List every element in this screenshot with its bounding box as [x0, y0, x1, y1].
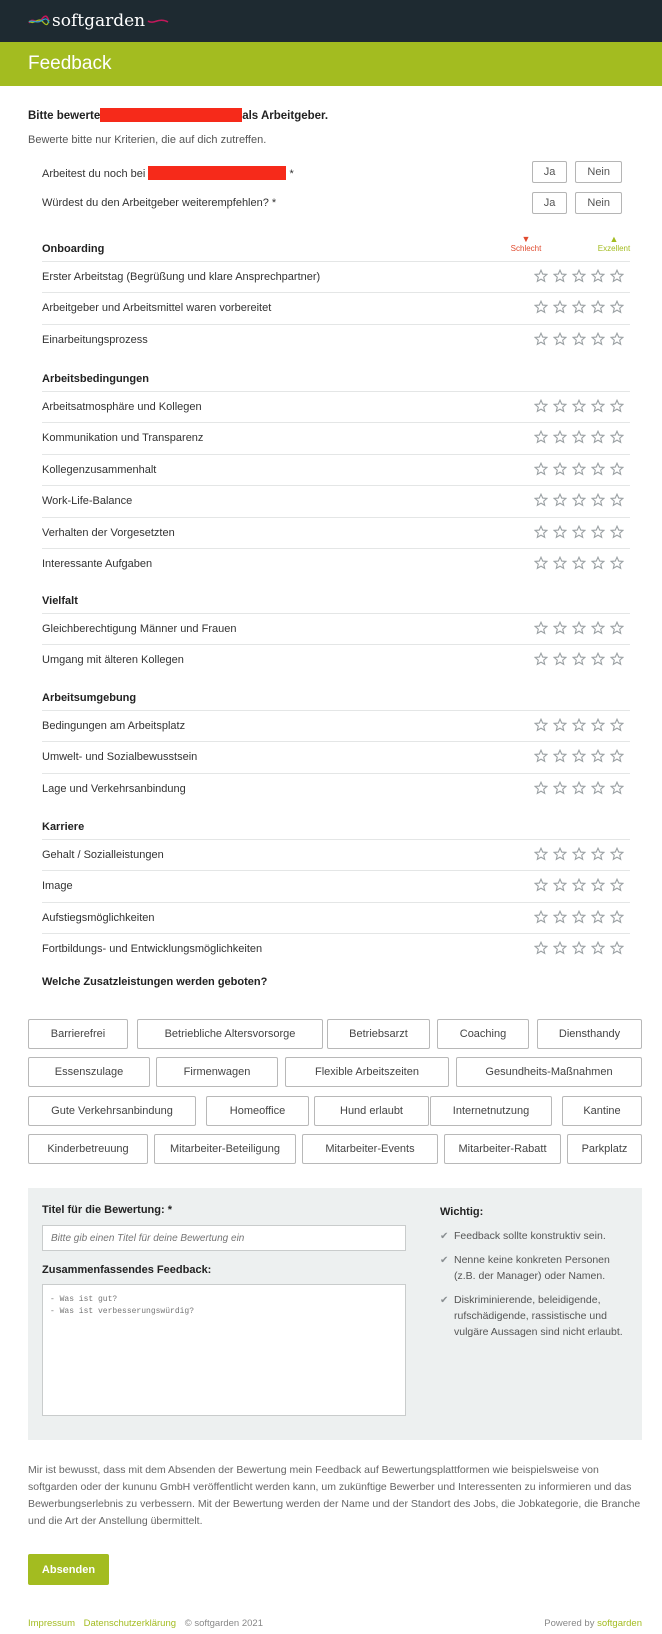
- rating-row: [42, 485, 630, 516]
- star-icon[interactable]: [610, 300, 624, 314]
- guideline-item: [440, 1292, 630, 1340]
- star-icon[interactable]: [553, 781, 567, 795]
- rating-criterion-label: Interessante Aufgaben: [42, 558, 153, 570]
- rating-criterion-label: Verhalten der Vorgesetzten: [42, 526, 175, 539]
- star-icon[interactable]: [591, 556, 605, 570]
- star-icon[interactable]: [534, 847, 548, 861]
- star-icon[interactable]: [553, 941, 567, 955]
- star-icon[interactable]: [610, 910, 624, 924]
- checkmark-icon: ✔: [440, 1255, 449, 1266]
- title-label: Titel für die Bewertung: *: [42, 1204, 172, 1216]
- section-title: Arbeitsbedingungen: [42, 373, 149, 385]
- rating-row: [42, 517, 630, 548]
- star-icon[interactable]: [591, 525, 605, 539]
- softgarden-link[interactable]: softgarden: [597, 1618, 642, 1629]
- scale-good-label: Exzellent: [597, 244, 631, 253]
- logo-text: softgarden: [52, 11, 146, 31]
- star-icon[interactable]: [610, 941, 624, 955]
- star-icon[interactable]: [534, 462, 548, 476]
- star-icon[interactable]: [553, 878, 567, 892]
- star-icon[interactable]: [572, 525, 586, 539]
- star-rating: [534, 300, 624, 314]
- star-icon[interactable]: [553, 269, 567, 283]
- benefit-tag[interactable]: Gute Verkehrsanbindung: [28, 1096, 196, 1126]
- star-rating: [534, 621, 624, 635]
- review-title-input[interactable]: [42, 1225, 406, 1251]
- star-icon[interactable]: [591, 749, 605, 763]
- star-icon[interactable]: [572, 300, 586, 314]
- guidelines-title: Wichtig:: [440, 1206, 484, 1218]
- intro-suffix: als Arbeitgeber.: [242, 110, 329, 122]
- star-rating: [534, 941, 624, 955]
- benefit-tag[interactable]: Flexible Arbeitszeiten: [285, 1057, 449, 1087]
- recommend-yes-button[interactable]: Ja: [532, 192, 568, 214]
- benefit-tag[interactable]: Internetnutzung: [430, 1096, 552, 1126]
- intro-heading: [28, 108, 328, 122]
- star-rating: [534, 652, 624, 666]
- benefit-tag[interactable]: Firmenwagen: [156, 1057, 278, 1087]
- still-working-options: [532, 161, 622, 183]
- benefit-tag[interactable]: Homeoffice: [206, 1096, 309, 1126]
- logo-swoosh-left-icon: [28, 14, 50, 28]
- star-rating: [534, 749, 624, 763]
- star-icon[interactable]: [610, 781, 624, 795]
- star-icon[interactable]: [610, 556, 624, 570]
- rating-row: [42, 548, 630, 579]
- star-icon[interactable]: [591, 621, 605, 635]
- star-icon[interactable]: [534, 332, 548, 346]
- star-icon[interactable]: [591, 430, 605, 444]
- guideline-item: [440, 1252, 630, 1284]
- redacted-employer-name: [100, 108, 242, 122]
- benefit-tag[interactable]: Mitarbeiter-Events: [302, 1134, 438, 1164]
- star-icon[interactable]: [591, 652, 605, 666]
- star-icon[interactable]: [572, 910, 586, 924]
- impressum-link[interactable]: Impressum: [28, 1618, 75, 1629]
- rating-row: [42, 324, 630, 355]
- rating-criterion-label: Lage und Verkehrsanbindung: [42, 782, 186, 795]
- star-icon[interactable]: [572, 781, 586, 795]
- star-rating: [534, 556, 624, 570]
- star-icon[interactable]: [610, 621, 624, 635]
- rating-row: [42, 839, 630, 870]
- rating-scale-legend: [506, 234, 634, 258]
- benefit-tag[interactable]: Diensthandy: [537, 1019, 642, 1049]
- star-icon[interactable]: [553, 332, 567, 346]
- star-icon[interactable]: [534, 493, 548, 507]
- privacy-link[interactable]: Datenschutzerklärung: [83, 1618, 177, 1629]
- star-icon[interactable]: [610, 462, 624, 476]
- star-icon[interactable]: [591, 493, 605, 507]
- star-icon[interactable]: [591, 269, 605, 283]
- star-icon[interactable]: [610, 430, 624, 444]
- star-icon[interactable]: [591, 300, 605, 314]
- section-title: Arbeitsumgebung: [42, 692, 137, 704]
- star-icon[interactable]: [534, 556, 548, 570]
- star-icon[interactable]: [553, 493, 567, 507]
- star-icon[interactable]: [534, 878, 548, 892]
- rating-row: [42, 454, 630, 485]
- rating-criterion-label: Kollegenzusammenhalt: [42, 463, 157, 476]
- rating-criterion-label: Kommunikation und Transparenz: [42, 432, 204, 445]
- star-icon[interactable]: [553, 847, 567, 861]
- benefit-tag[interactable]: Mitarbeiter-Beteiligung: [154, 1134, 296, 1164]
- guideline-item: [440, 1228, 630, 1244]
- benefit-tag[interactable]: Gesundheits-Maßnahmen: [456, 1057, 642, 1087]
- star-icon[interactable]: [591, 847, 605, 861]
- rating-criterion-label: Aufstiegsmöglichkeiten: [42, 911, 155, 924]
- benefits-title: Welche Zusatzleistungen werden geboten?: [42, 976, 268, 988]
- star-icon[interactable]: [591, 910, 605, 924]
- section-title: Onboarding: [42, 243, 105, 255]
- review-form-panel: [28, 1188, 642, 1440]
- star-icon[interactable]: [572, 332, 586, 346]
- rating-criterion-label: Umgang mit älteren Kollegen: [42, 654, 184, 667]
- section-title: Vielfalt: [42, 595, 78, 607]
- checkmark-icon: ✔: [440, 1231, 449, 1242]
- rating-criterion-label: Gehalt / Sozialleistungen: [42, 849, 164, 861]
- star-icon[interactable]: [553, 430, 567, 444]
- copyright-text: © softgarden 2021: [184, 1618, 263, 1629]
- required-marker: *: [286, 168, 294, 180]
- recommend-no-button[interactable]: Nein: [575, 192, 622, 214]
- star-icon[interactable]: [610, 493, 624, 507]
- star-icon[interactable]: [534, 269, 548, 283]
- benefit-tag[interactable]: Barrierefrei: [28, 1019, 128, 1049]
- star-icon[interactable]: [591, 399, 605, 413]
- star-icon[interactable]: [572, 878, 586, 892]
- footer: [28, 1618, 642, 1629]
- rating-criterion-label: Gleichberechtigung Männer und Frauen: [42, 623, 237, 635]
- star-icon[interactable]: [572, 462, 586, 476]
- star-icon[interactable]: [553, 399, 567, 413]
- benefit-tag[interactable]: Mitarbeiter-Rabatt: [444, 1134, 561, 1164]
- star-icon[interactable]: [591, 332, 605, 346]
- star-rating: [534, 718, 624, 732]
- scale-bad-label: Schlecht: [510, 244, 542, 253]
- star-icon[interactable]: [591, 941, 605, 955]
- star-icon[interactable]: [553, 718, 567, 732]
- recommend-label: Würdest du den Arbeitgeber weiterempfehlen? *: [42, 197, 277, 209]
- rating-row: [42, 391, 630, 422]
- intro-prefix: Bitte bewerte: [28, 110, 101, 122]
- scale-good: [594, 234, 634, 253]
- rating-criterion-label: Work-Life-Balance: [42, 495, 133, 508]
- star-icon[interactable]: [553, 910, 567, 924]
- page-banner: [0, 42, 662, 86]
- star-icon[interactable]: [572, 430, 586, 444]
- star-icon[interactable]: [610, 847, 624, 861]
- star-icon[interactable]: [572, 399, 586, 413]
- benefit-tag[interactable]: Essenszulage: [28, 1057, 150, 1087]
- still-working-question: [42, 161, 622, 183]
- star-icon[interactable]: [534, 941, 548, 955]
- star-icon[interactable]: [572, 652, 586, 666]
- rating-criterion-label: Erster Arbeitstag (Begrüßung und klare Ansprechpartner): [42, 271, 321, 283]
- rating-criterion-label: Umwelt- und Sozialbewusstsein: [42, 751, 198, 764]
- star-icon[interactable]: [591, 878, 605, 892]
- star-icon[interactable]: [534, 430, 548, 444]
- star-rating: [534, 399, 624, 413]
- softgarden-logo[interactable]: [28, 8, 169, 34]
- rating-criterion-label: Einarbeitungsprozess: [42, 333, 148, 346]
- star-icon[interactable]: [553, 556, 567, 570]
- star-icon[interactable]: [534, 300, 548, 314]
- guideline-text: Nenne keine konkreten Personen (z.B. der Manager) oder Namen.: [454, 1254, 610, 1282]
- benefit-tag[interactable]: Parkplatz: [567, 1134, 642, 1164]
- benefit-tag[interactable]: Hund erlaubt: [314, 1096, 429, 1126]
- rating-criterion-label: Image: [42, 880, 73, 893]
- star-icon[interactable]: [610, 652, 624, 666]
- star-icon[interactable]: [553, 462, 567, 476]
- star-rating: [534, 910, 624, 924]
- star-rating: [534, 430, 624, 444]
- section-title: Karriere: [42, 821, 85, 833]
- star-icon[interactable]: [610, 718, 624, 732]
- star-rating: [534, 269, 624, 283]
- star-icon[interactable]: [553, 652, 567, 666]
- star-icon[interactable]: [534, 525, 548, 539]
- star-rating: [534, 332, 624, 346]
- benefit-tag[interactable]: Betriebliche Altersvorsorge: [137, 1019, 323, 1049]
- rating-criterion-label: Bedingungen am Arbeitsplatz: [42, 720, 186, 732]
- rating-row: [42, 613, 630, 644]
- top-bar: [0, 0, 662, 42]
- star-icon[interactable]: [572, 269, 586, 283]
- star-icon[interactable]: [572, 847, 586, 861]
- star-icon[interactable]: [610, 332, 624, 346]
- rating-row: [42, 870, 630, 901]
- thumbs-down-icon: ▼: [521, 234, 531, 244]
- star-icon[interactable]: [572, 556, 586, 570]
- benefit-tag[interactable]: Kantine: [562, 1096, 642, 1126]
- still-working-no-button[interactable]: Nein: [575, 161, 622, 183]
- rating-row: [42, 261, 630, 292]
- star-icon[interactable]: [534, 652, 548, 666]
- still-working-label: [42, 166, 294, 180]
- page-title: Feedback: [28, 53, 112, 74]
- star-icon[interactable]: [572, 718, 586, 732]
- star-icon[interactable]: [610, 525, 624, 539]
- still-working-prefix: Arbeitest du noch bei: [42, 168, 146, 180]
- benefit-tag[interactable]: Kinderbetreuung: [28, 1134, 148, 1164]
- redacted-employer-name-2: [148, 166, 286, 180]
- star-icon[interactable]: [553, 525, 567, 539]
- guideline-text: Diskriminierende, beleidigende, rufschädigende, rassistische und vulgäre Aussagen sind nicht erlaubt.: [454, 1294, 623, 1338]
- star-rating: [534, 493, 624, 507]
- star-icon[interactable]: [610, 878, 624, 892]
- recommend-question: [42, 192, 622, 214]
- star-icon[interactable]: [534, 781, 548, 795]
- rating-criterion-label: Fortbildungs- und Entwicklungsmöglichkeiten: [42, 943, 263, 956]
- star-icon[interactable]: [534, 749, 548, 763]
- star-icon[interactable]: [553, 749, 567, 763]
- scale-bad: [506, 234, 546, 253]
- rating-row: [42, 710, 630, 741]
- star-icon[interactable]: [610, 399, 624, 413]
- star-icon[interactable]: [572, 749, 586, 763]
- rating-row: [42, 292, 630, 323]
- submit-button[interactable]: Absenden: [28, 1554, 109, 1585]
- star-rating: [534, 781, 624, 795]
- logo-swoosh-right-icon: [147, 14, 169, 28]
- rating-row: [42, 644, 630, 675]
- star-icon[interactable]: [610, 749, 624, 763]
- star-icon[interactable]: [591, 781, 605, 795]
- still-working-yes-button[interactable]: Ja: [532, 161, 568, 183]
- rating-row: [42, 422, 630, 453]
- rating-row: [42, 933, 630, 964]
- star-rating: [534, 462, 624, 476]
- guideline-text: Feedback sollte konstruktiv sein.: [454, 1230, 606, 1242]
- star-icon[interactable]: [534, 399, 548, 413]
- legal-notice: Mir ist bewusst, dass mit dem Absenden der Bewertung mein Feedback auf Bewertungsplattformen wie beispielsweise von softgarden oder der kununu GmbH veröffentlicht werden kann, um zukünftige Bewerber und Interessenten zu informieren und das Bewerbungserlebnis zu verbessern. Mit der Bewertung werden der Name und der Standort des Jobs, die Jobkategorie, die Branche und die Art der Anstellung übermittelt.: [28, 1464, 641, 1527]
- star-icon[interactable]: [553, 621, 567, 635]
- star-icon[interactable]: [534, 621, 548, 635]
- intro-subtitle: Bewerte bitte nur Kriterien, die auf dich zutreffen.: [28, 134, 267, 146]
- rating-row: [42, 902, 630, 933]
- powered-by-prefix: Powered by: [544, 1618, 595, 1629]
- star-icon[interactable]: [591, 718, 605, 732]
- powered-by: [544, 1618, 642, 1629]
- star-icon[interactable]: [572, 621, 586, 635]
- star-icon[interactable]: [572, 493, 586, 507]
- rating-row: [42, 773, 630, 804]
- guidelines-box: [440, 1206, 630, 1348]
- benefit-tag[interactable]: Betriebsarzt: [327, 1019, 430, 1049]
- benefit-tag[interactable]: Coaching: [437, 1019, 529, 1049]
- star-icon[interactable]: [553, 300, 567, 314]
- star-rating: [534, 878, 624, 892]
- star-rating: [534, 525, 624, 539]
- star-rating: [534, 847, 624, 861]
- recommend-options: [532, 192, 622, 214]
- summary-textarea[interactable]: [42, 1284, 406, 1416]
- star-icon[interactable]: [610, 269, 624, 283]
- rating-criterion-label: Arbeitgeber und Arbeitsmittel waren vorbereitet: [42, 302, 272, 315]
- star-icon[interactable]: [534, 910, 548, 924]
- summary-label: Zusammenfassendes Feedback:: [42, 1264, 212, 1276]
- star-icon[interactable]: [591, 462, 605, 476]
- rating-row: [42, 741, 630, 772]
- star-icon[interactable]: [572, 941, 586, 955]
- star-icon[interactable]: [534, 718, 548, 732]
- checkmark-icon: ✔: [440, 1295, 449, 1306]
- thumbs-up-icon: ▲: [609, 234, 619, 244]
- rating-criterion-label: Arbeitsatmosphäre und Kollegen: [42, 401, 202, 413]
